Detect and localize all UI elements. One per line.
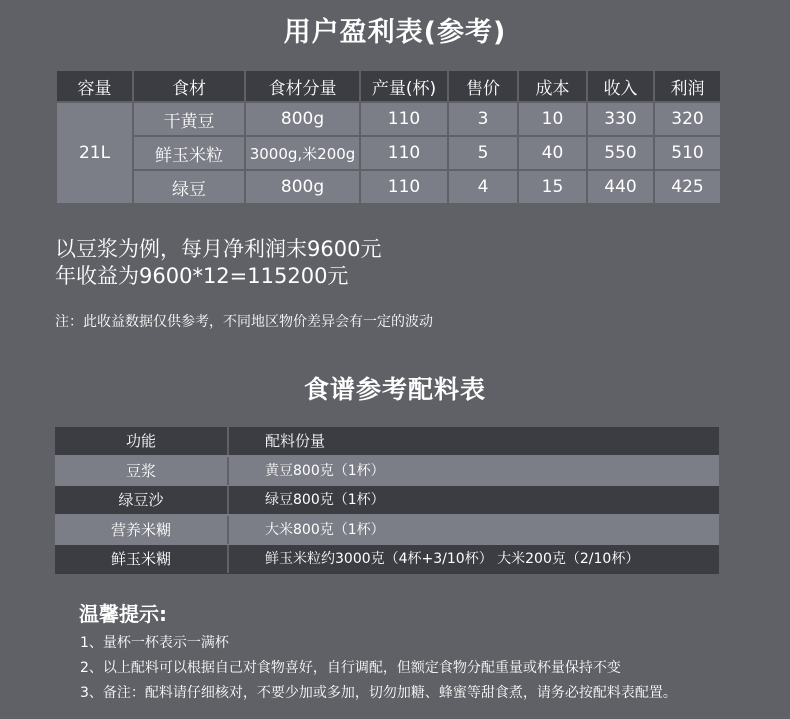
column-divider xyxy=(227,486,229,514)
price-cell: 3 xyxy=(449,103,517,135)
tips-title: 温馨提示: xyxy=(79,602,167,626)
recipe-function: 绿豆沙 xyxy=(118,491,164,509)
table-row xyxy=(57,137,720,169)
header-function: 功能 xyxy=(125,432,156,450)
output-cell: 110 xyxy=(361,103,447,135)
header-revenue: 收入 xyxy=(588,71,653,101)
profit-summary xyxy=(55,236,381,290)
recipe-table-title: 食谱参考配料表 xyxy=(303,375,486,404)
cost-cell: 15 xyxy=(519,171,586,203)
price-cell: 5 xyxy=(449,137,517,169)
table-row xyxy=(55,516,719,544)
profit-cell: 320 xyxy=(655,103,720,135)
ingredient-cell: 绿豆 xyxy=(134,171,244,203)
column-divider xyxy=(227,545,229,573)
tip-item: 2、以上配料可以根据自己对食物喜好，自行调配，但额定食物分配重量或杯量保持不变 xyxy=(80,660,621,676)
recipe-ingredients: 鲜玉米粒约3000克（4杯+3/10杯） 大米200克（2/10杯） xyxy=(265,551,640,567)
table-row xyxy=(57,171,720,203)
recipe-function: 豆浆 xyxy=(125,462,156,480)
recipe-ingredients: 黄豆800克（1杯） xyxy=(265,463,385,479)
tip-item: 1、量杯一杯表示一满杯 xyxy=(80,635,229,651)
amount-cell: 800g xyxy=(246,171,359,203)
summary-yearly: 年收益为9600*12=115200元 xyxy=(55,264,349,288)
output-cell: 110 xyxy=(361,137,447,169)
header-capacity: 容量 xyxy=(57,71,132,101)
header-output-cups: 产量(杯) xyxy=(361,71,447,101)
recipe-function: 鲜玉米糊 xyxy=(110,550,171,568)
header-ingredient-amount: 食材分量 xyxy=(246,71,359,101)
table-row xyxy=(57,103,720,135)
output-cell: 110 xyxy=(361,171,447,203)
recipe-table xyxy=(55,427,719,574)
table-row xyxy=(55,545,719,574)
column-divider xyxy=(227,457,229,485)
capacity-cell: 21L xyxy=(57,103,132,203)
revenue-cell: 330 xyxy=(588,103,653,135)
recipe-ingredients: 绿豆800克（1杯） xyxy=(265,492,385,508)
ingredient-cell: 干黄豆 xyxy=(134,103,244,135)
profit-cell: 425 xyxy=(655,171,720,203)
ingredient-cell: 鲜玉米粒 xyxy=(134,137,244,169)
cost-cell: 40 xyxy=(519,137,586,169)
header-ingredient: 食材 xyxy=(134,71,244,101)
header-profit: 利润 xyxy=(655,71,720,101)
summary-monthly: 以豆浆为例，每月净利润末9600元 xyxy=(55,237,382,261)
column-divider xyxy=(227,516,229,544)
cost-cell: 10 xyxy=(519,103,586,135)
table-row xyxy=(55,457,719,485)
header-price: 售价 xyxy=(449,71,517,101)
recipe-ingredients: 大米800克（1杯） xyxy=(265,522,385,538)
profit-cell: 510 xyxy=(655,137,720,169)
amount-cell: 3000g,米200g xyxy=(246,137,359,169)
recipe-function: 营养米糊 xyxy=(110,521,171,539)
header-ingredients: 配料份量 xyxy=(265,432,326,450)
profit-table-title: 用户盈利表(参考) xyxy=(283,17,507,48)
column-divider xyxy=(227,427,229,455)
header-cost: 成本 xyxy=(519,71,586,101)
profit-note: 注：此收益数据仅供参考，不同地区物价差异会有一定的波动 xyxy=(55,314,433,330)
price-cell: 4 xyxy=(449,171,517,203)
profit-table-header-row xyxy=(57,71,720,101)
revenue-cell: 550 xyxy=(588,137,653,169)
amount-cell: 800g xyxy=(246,103,359,135)
profit-table xyxy=(55,69,722,205)
tip-item: 3、备注：配料请仔细核对，不要少加或多加，切勿加糖、蜂蜜等甜食煮，请务必按配料表配置。 xyxy=(80,685,677,701)
table-row xyxy=(55,486,719,514)
recipe-header-row xyxy=(55,427,719,455)
revenue-cell: 440 xyxy=(588,171,653,203)
